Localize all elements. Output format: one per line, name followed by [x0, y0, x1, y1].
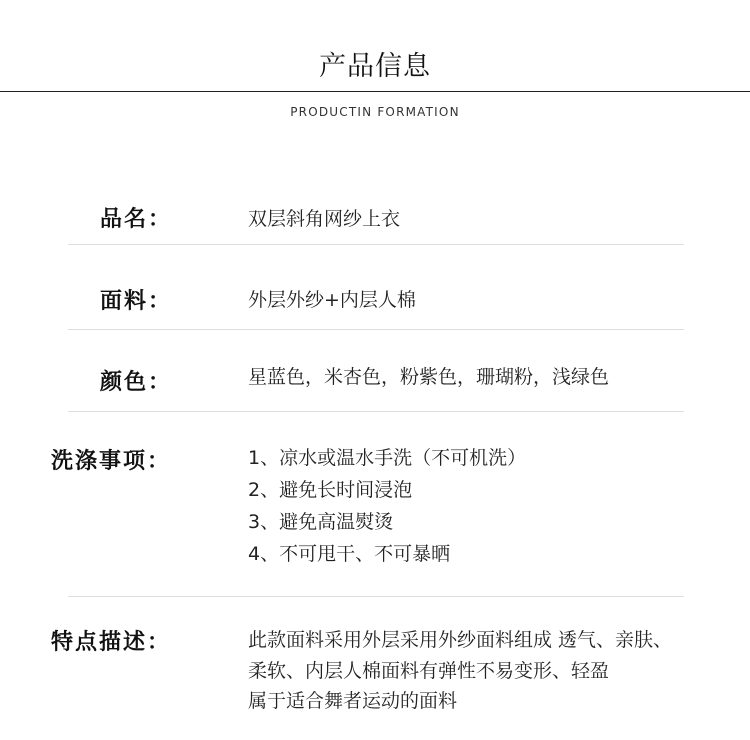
row-divider	[68, 244, 684, 245]
features-line-1: 此款面料采用外层采用外纱面料组成 透气、亲肤、	[248, 629, 673, 651]
row-divider	[68, 596, 684, 597]
care-line-3: 3、避免高温熨烫	[248, 511, 394, 533]
features-line-3: 属于适合舞者运动的面料	[248, 690, 458, 712]
fabric-value: 外层外纱+内层人棉	[248, 289, 416, 311]
fabric-label: 面料：	[100, 289, 173, 314]
page-subtitle: PRODUCTIN FORMATION	[290, 105, 460, 119]
product-name-label: 品名：	[100, 207, 173, 232]
care-label: 洗涤事项：	[51, 449, 172, 474]
features-line-2: 柔软、内层人棉面料有弹性不易变形、轻盈	[248, 660, 610, 682]
row-divider	[68, 411, 684, 412]
title-divider	[0, 91, 750, 92]
color-label: 颜色：	[100, 370, 173, 395]
page-title: 产品信息	[319, 51, 431, 82]
product-name-value: 双层斜角网纱上衣	[248, 208, 401, 230]
color-value: 星蓝色，米杏色，粉紫色，珊瑚粉，浅绿色	[248, 366, 610, 388]
care-line-4: 4、不可甩干、不可暴晒	[248, 543, 451, 565]
care-line-2: 2、避免长时间浸泡	[248, 479, 413, 501]
features-label: 特点描述：	[51, 630, 172, 655]
row-divider	[68, 329, 684, 330]
care-line-1: 1、凉水或温水手洗（不可机洗）	[248, 447, 527, 469]
